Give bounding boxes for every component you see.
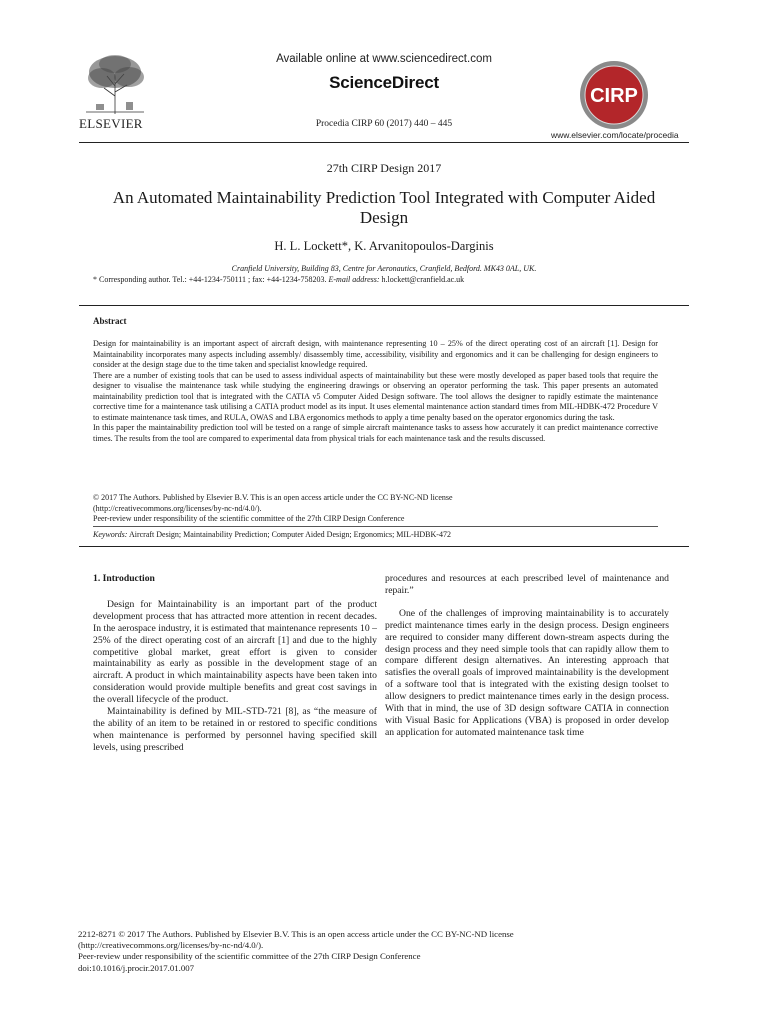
available-online-line: Available online at www.sciencedirect.com <box>276 53 492 65</box>
footer-peer-review: Peer-review under responsibility of the scientific committee of the 27th CIRP Design Conference <box>78 951 421 962</box>
header-rule <box>79 142 689 143</box>
keywords-list: Aircraft Design; Maintainability Prediction; Computer Aided Design; Ergonomics; MIL-HDBK-472 <box>128 530 451 539</box>
body-paragraph: procedures and resources at each prescribed level of maintenance and repair.” <box>385 573 669 596</box>
abstract-heading: Abstract <box>93 316 127 326</box>
keywords-line <box>93 530 451 539</box>
body-column-right <box>385 573 669 739</box>
license-line: © 2017 The Authors. Published by Elsevier B.V. This is an open access article under the CC BY-NC-ND license <box>93 493 453 502</box>
keywords-label: Keywords: <box>93 530 128 539</box>
paper-title: An Automated Maintainability Prediction Tool Integrated with Computer Aided Design <box>112 188 656 227</box>
author-affiliation: Cranfield University, Building 83, Centre for Aeronautics, Cranfield, Bedford. MK43 0AL, UK. <box>231 264 537 273</box>
body-paragraph: Maintainability is defined by MIL-STD-721 [8], as “the measure of the ability of an item to be retained in or restored to specific conditions when maintenance is performed by personnel having specified skill levels, using prescribed <box>93 706 377 753</box>
sciencedirect-wordmark: ScienceDirect <box>329 73 439 92</box>
cirp-logo-text: CIRP <box>590 85 638 107</box>
conference-name: 27th CIRP Design 2017 <box>326 161 442 175</box>
peer-review-line: Peer-review under responsibility of the scientific committee of the 27th CIRP Design Conference <box>93 514 405 523</box>
abstract-body <box>93 339 658 444</box>
paper-authors: H. L. Lockett*, K. Arvanitopoulos-Darginis <box>274 239 494 253</box>
email-label: E-mail address: <box>328 275 380 284</box>
abstract-paragraph: In this paper the maintainability prediction tool will be tested on a range of simple aircraft maintenance tasks to assess how accurately it can predict maintenance corrective times. The results from the tool are compared to experimental data from physical trials for each maintenance task and the results discussed. <box>93 423 658 443</box>
corresponding-contact: * Corresponding author. Tel.: +44-1234-750111 ; fax: +44-1234-758203. <box>93 275 327 284</box>
footer-doi[interactable]: doi:10.1016/j.procir.2017.01.007 <box>78 962 195 973</box>
abstract-paragraph: There are a number of existing tools that can be used to assess individual aspects of maintainability but these were mostly developed as paper based tools that require the designer to visualise the maintenance task while studying the engineering drawings or observing an operator performing the task. This paper presents an automated maintainability prediction tool that is integrated with the CATIA v5 Computer Aided Design software. The tool allows the designer to rapidly estimate the maintenance corrective time for a maintenance task utilising a CATIA product model as its input. It uses elemental maintenance action standard times from MIL-HDBK-472 Procedure V to estimate maintenance task times, and RULA, OWAS and LBA ergonomics methods to apply a time penalty based on the operator ergonomics during the task. <box>93 370 658 422</box>
cirp-logo <box>578 59 650 131</box>
abstract-top-rule <box>79 305 689 306</box>
corresponding-author-line <box>93 275 464 284</box>
footer-license-line: 2212-8271 © 2017 The Authors. Published by Elsevier B.V. This is an open access article under the CC BY-NC-ND license <box>78 929 514 939</box>
body-column-left <box>93 573 377 754</box>
footer-notice <box>78 929 638 974</box>
author-email[interactable]: h.lockett@cranfield.ac.uk <box>381 275 465 284</box>
body-paragraph: Design for Maintainability is an important part of the product development process that has attracted more attention in recent decades. In the aerospace industry, it is estimated that maintenance represents 10 – 25% of the direct operating cost of an aircraft [1] and due to the highly competitive global market, great effort is given to consider maintainability as early as possible in the development stage of an aircraft. A product in which maintainability aspects have been taken into consideration would provide multiple benefits and great cost savings in the overall lifecycle of the product. <box>93 598 377 706</box>
abstract-license <box>93 493 658 525</box>
license-url[interactable]: (http://creativecommons.org/licenses/by-nc-nd/4.0/). <box>93 503 262 513</box>
publisher-wordmark: ELSEVIER <box>79 116 143 131</box>
body-paragraph: One of the challenges of improving maintainability is to accurately predict maintenance times early in the design process. Design engineers are required to consider many different down-stream aspects during the design process and they need simple tools that can rapidly allow them to compare different design alternatives. An interesting approach that satisfies the overall goals of improved maintainability is the development of a software tool that is integrated with the existing design toolset to allow designers to predict maintenance times early in the design process. With that in mind, the use of 3D design software CATIA in connection with Visual Basic for Applications (VBA) is proposed in order develop an application for automated maintenance task time <box>385 607 669 738</box>
abstract-bottom-rule <box>79 546 689 547</box>
footer-license-url[interactable]: (http://creativecommons.org/licenses/by-nc-nd/4.0/). <box>78 940 264 951</box>
keywords-rule <box>93 526 658 527</box>
section-heading: 1. Introduction <box>93 573 155 584</box>
abstract-paragraph: Design for maintainability is an important aspect of aircraft design, with maintenance representing 10 – 25% of the direct operating cost of an aircraft [1]. Design for Maintainability incorporates many aspects including assembly/ disassembly time, accessibility, visibility and ergonomics and it can be challenging for design engineers to consider at the design stage due to the time taken and specialist knowledge required. <box>93 339 658 369</box>
journal-url[interactable]: www.elsevier.com/locate/procedia <box>551 130 679 140</box>
journal-reference: Procedia CIRP 60 (2017) 440 – 445 <box>315 119 453 129</box>
